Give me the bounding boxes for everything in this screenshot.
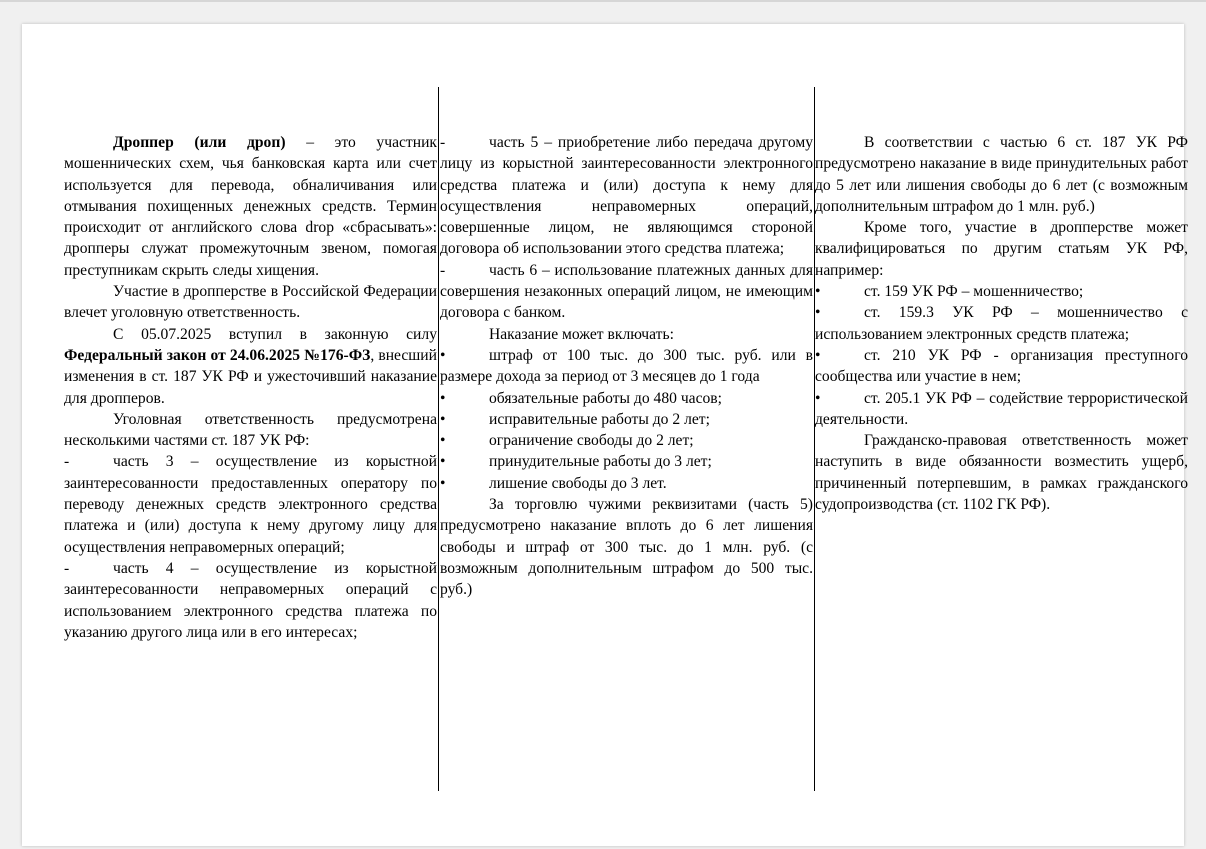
dash-marker: - <box>440 134 446 151</box>
bullet-item: • штраф от 100 тыс. до 300 тыс. руб. или в размере дохода за период от 3 месяцев до 1 года <box>440 346 813 386</box>
bullet-marker: • <box>815 283 821 301</box>
bullet-marker: • <box>440 410 446 428</box>
document-page <box>22 24 1188 846</box>
federal-law-reference: Федеральный закон от 24.06.2025 №176-ФЗ <box>64 346 371 364</box>
definition-text: – это участник мошеннических схем, чья банковская карта или счет используется для перевода, обналичивания или отмывания похищенных денежных средств. Термин происходит от английского слова drop «сбрасывать»: дропперы служат промежуточным звеном, помогая преступникам скрыть следы хищения. <box>64 134 437 279</box>
column-1 <box>64 132 437 643</box>
list-item-part-5: - часть 5 – приобретение либо передача другому лицу из корыстной заинтересованности электронного средства платежа и (или) доступа к нему для осуществления неправомерных операций, совершенные лицом, не являющимся стороной договора об использовании этого средства платежа; <box>440 134 813 258</box>
paragraph-other-articles: Кроме того, участие в дропперстве может квалифицироваться по другим статьям УК РФ, например: <box>815 219 1188 279</box>
paragraph-part-6-penalty: В соответствии с частью 6 ст. 187 УК РФ предусмотрено наказание в виде принудительных работ до 5 лет или лишения свободы до 6 лет (с возможным дополнительным штрафом до 1 млн. руб.) <box>815 134 1188 215</box>
bullet-marker: • <box>440 453 446 471</box>
bullet-marker: • <box>440 389 446 407</box>
paragraph-civil-liability: Гражданско-правовая ответственность может наступить в виде обязанности возместить ущерб, причиненный потерпевшим, в рамках гражданского судопроизводства (ст. 1102 ГК РФ). <box>815 432 1188 514</box>
bullet-item: • ст. 159 УК РФ – мошенничество; <box>815 281 1188 302</box>
bullet-item: • принудительные работы до 3 лет; <box>440 451 813 472</box>
bullet-marker: • <box>440 432 446 450</box>
bullet-item: • обязательные работы до 480 часов; <box>440 388 813 409</box>
paragraph-definition <box>64 132 437 281</box>
dash-marker: - <box>440 261 446 279</box>
paragraph-trade-penalty: За торговлю чужими реквизитами (часть 5) предусмотрено наказание вплоть до 6 лет лишения свободы и штраф от 300 тыс. до 1 млн. руб. (с возможным дополнительным штрафом до 500 тыс. руб.) <box>440 496 813 599</box>
bullet-marker: • <box>815 389 821 407</box>
bullet-item: • исправительные работы до 2 лет; <box>440 409 813 430</box>
bullet-marker: • <box>440 346 446 364</box>
list-item-part-3: - часть 3 – осуществление из корыстной заинтересованности предоставленных оператору по переводу денежных средств электронного средства платежа и (или) доступа к нему другому лицу для осуществления неправомерных операций; <box>64 453 437 556</box>
bullet-item: • ст. 159.3 УК РФ – мошенничество с использованием электронных средств платежа; <box>815 304 1188 343</box>
bullet-marker: • <box>815 346 821 364</box>
bullet-item: • ограничение свободы до 2 лет; <box>440 430 813 451</box>
column-divider-left <box>438 87 439 791</box>
dash-marker: - <box>64 559 70 577</box>
paragraph-criminal-liability: Уголовная ответственность предусмотрена несколькими частями ст. 187 УК РФ: <box>64 410 437 450</box>
bullet-item: • ст. 210 УК РФ - организация преступного сообщества или участие в нем; <box>815 346 1188 386</box>
paragraph-liability: Участие в дропперстве в Российской Федерации влечет уголовную ответственность. <box>64 283 437 322</box>
list-item-part-6: - часть 6 – использование платежных данных для совершения незаконных операций лицом, не имеющим договора с банком. <box>440 261 813 322</box>
paragraph-federal-law: С 05.07.2025 вступил в законную силу Федеральный закон от 24.06.2025 №176-ФЗ, внесший изменения в ст. 187 УК РФ и ужесточивший наказание для дропперов. <box>64 325 437 407</box>
column-3 <box>815 132 1188 515</box>
term-dropper: Дроппер (или дроп) <box>113 134 286 151</box>
window-top-border <box>0 0 1206 2</box>
column-2 <box>440 132 813 601</box>
bullet-item: • ст. 205.1 УК РФ – содействие террористической деятельности. <box>815 389 1188 428</box>
bullet-marker: • <box>440 474 446 492</box>
paragraph-punishment: Наказание может включать: <box>489 325 674 343</box>
bullet-item: • лишение свободы до 3 лет. <box>440 473 813 494</box>
bullet-marker: • <box>815 304 821 322</box>
list-item-part-4: - часть 4 – осуществление из корыстной заинтересованности неправомерных операций с использованием электронного средства платежа по указанию другого лица или в его интересах; <box>64 559 437 641</box>
dash-marker: - <box>64 453 70 471</box>
